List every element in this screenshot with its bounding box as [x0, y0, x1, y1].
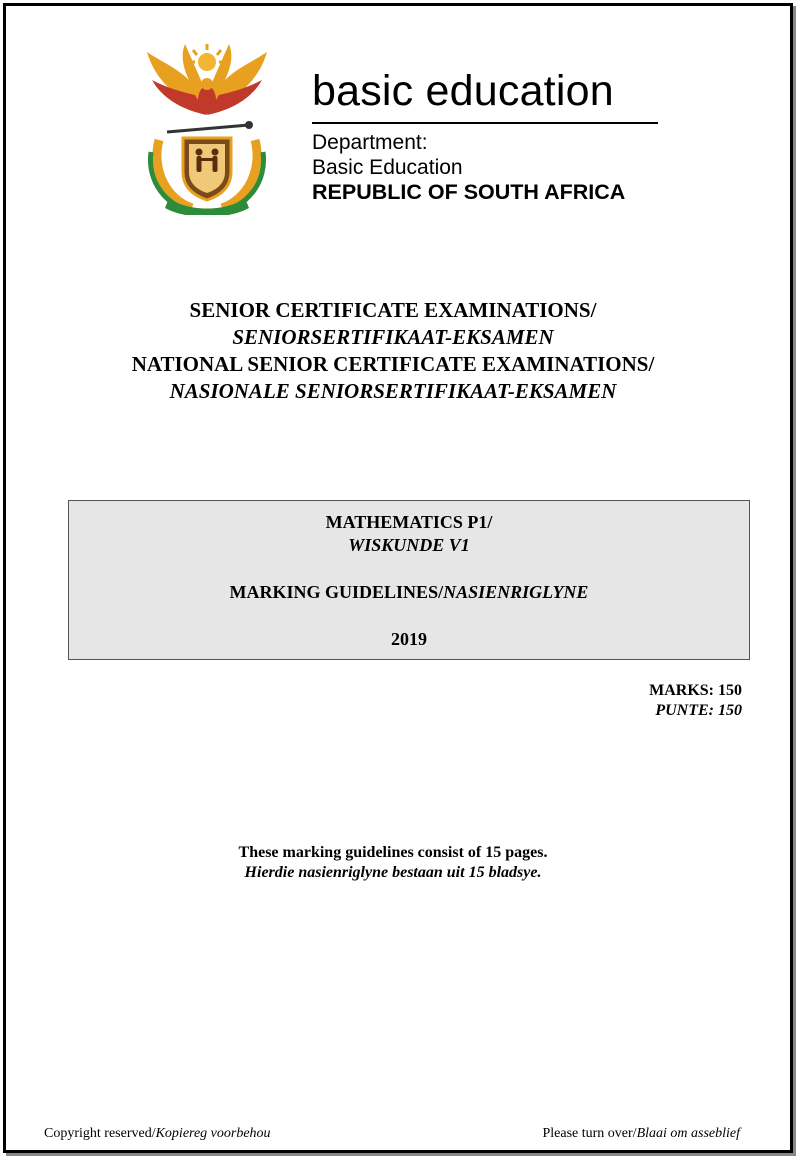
exam-line3: NATIONAL SENIOR CERTIFICATE EXAMINATIONS/ — [131, 352, 655, 376]
guidelines-af: NASIENRIGLYNE — [443, 582, 589, 602]
guidelines-title — [69, 582, 749, 603]
exam-year: 2019 — [391, 629, 427, 649]
footer-copyright — [44, 1126, 271, 1142]
coat-of-arms-logo — [137, 40, 277, 215]
pages-af: Hierdie nasienriglyne bestaan uit 15 bladsye. — [244, 864, 542, 881]
subject-en: MATHEMATICS P1/ — [325, 512, 493, 532]
brand-title: basic education — [312, 67, 614, 115]
exam-line2: SENIORSERTIFIKAAT-EKSAMEN — [232, 325, 554, 349]
marks-block — [649, 681, 742, 721]
copyright-af: Kopiereg voorbehou — [155, 1126, 271, 1141]
turn-af: Blaai om asseblief — [636, 1126, 740, 1141]
footer-turn-over — [542, 1126, 740, 1142]
page-count-note — [0, 843, 786, 883]
pages-en: These marking guidelines consist of 15 pages. — [238, 844, 548, 861]
exam-heading — [0, 297, 786, 405]
dept-line2: Basic Education — [312, 156, 463, 179]
exam-line1: SENIOR CERTIFICATE EXAMINATIONS/ — [189, 298, 597, 322]
guidelines-en: MARKING GUIDELINES/ — [229, 582, 444, 602]
turn-en: Please turn over/ — [542, 1126, 637, 1141]
brand-divider — [312, 122, 658, 124]
subject-af: WISKUNDE V1 — [348, 535, 470, 555]
dept-country: REPUBLIC OF SOUTH AFRICA — [312, 180, 626, 204]
subject-info-box — [68, 500, 750, 660]
marks-af: PUNTE: 150 — [655, 702, 742, 719]
department-block — [312, 130, 625, 205]
dept-line1: Department: — [312, 131, 428, 154]
marks-en: MARKS: 150 — [649, 682, 742, 699]
exam-line4: NASIONALE SENIORSERTIFIKAAT-EKSAMEN — [169, 379, 617, 403]
copyright-en: Copyright reserved/ — [44, 1126, 156, 1141]
